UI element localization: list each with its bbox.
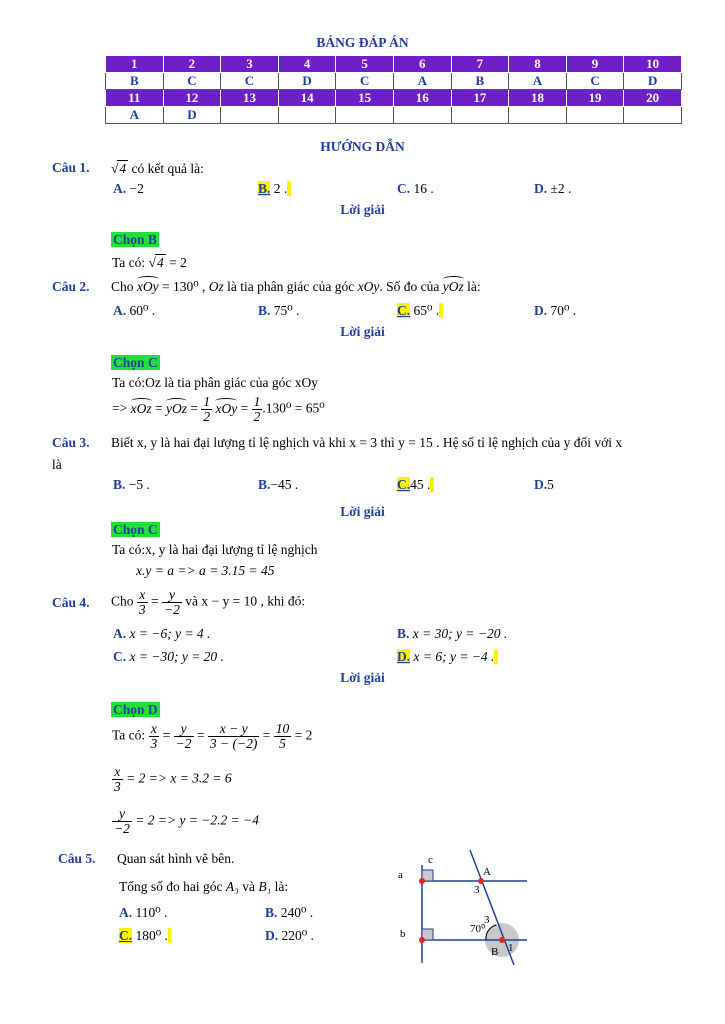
q3-option-a[interactable]: B. −5 .	[113, 477, 150, 492]
q1-option-d[interactable]: D. ±2 .	[534, 181, 572, 196]
answer-cell	[451, 107, 509, 124]
q5-option-c[interactable]: C. 180⁰ .	[119, 928, 171, 944]
answer-cell: B	[106, 73, 164, 90]
label-a: a	[398, 869, 403, 881]
answer-cell: C	[566, 73, 624, 90]
q2-label: Câu 2.	[52, 279, 90, 294]
q3-option-d[interactable]: D.5	[534, 477, 554, 492]
q1-solution: Ta có: √4 = 2	[112, 255, 187, 270]
answer-table-row	[106, 56, 682, 73]
answer-cell	[336, 107, 394, 124]
q1-text-after: có kết quả là:	[131, 161, 204, 176]
q4-chon: Chọn D	[113, 702, 158, 717]
q2-solution-line1: Ta có:Oz là tia phân giác của góc xOy	[112, 375, 318, 390]
answer-table-row	[106, 107, 682, 124]
q1-option-b[interactable]: B. 2 .	[258, 181, 291, 197]
q3-solution-line1: Ta có:x, y là hai đại lượng tỉ lệ nghịch	[112, 542, 318, 557]
q2-option-d[interactable]: D. 70⁰ .	[534, 303, 577, 318]
label-3b: 3	[484, 914, 490, 926]
question-number-cell: 20	[624, 90, 682, 107]
label-b: b	[400, 928, 406, 940]
question-number-cell: 5	[336, 56, 394, 73]
answer-cell: A	[393, 73, 451, 90]
guide-title: HƯỚNG DẪN	[320, 139, 405, 154]
q2-option-c[interactable]: C. 65⁰ .	[397, 303, 443, 319]
answer-cell	[509, 107, 567, 124]
q5-line1: Quan sát hình vẽ bên.	[117, 851, 235, 866]
question-number-cell: 3	[221, 56, 279, 73]
answer-table	[105, 55, 682, 124]
answer-cell: D	[163, 107, 221, 124]
question-number-cell: 6	[393, 56, 451, 73]
answer-cell	[566, 107, 624, 124]
q1-chon: Chọn B	[113, 232, 157, 247]
answer-cell	[278, 107, 336, 124]
q4-option-a[interactable]: A. x = −6; y = 4 .	[113, 626, 211, 641]
q4-solution-line3: $\frac{y}{-2}$ = 2 => y = −2.2 = −4	[114, 806, 260, 836]
q4-option-d[interactable]: D. x = 6; y = −4 .	[397, 649, 498, 665]
q5-figure	[390, 845, 535, 970]
answer-cell: D	[278, 73, 336, 90]
q3-line2: là	[52, 457, 62, 472]
question-number-cell: 8	[509, 56, 567, 73]
answer-table-row	[106, 90, 682, 107]
question-number-cell: 19	[566, 90, 624, 107]
q2-option-a[interactable]: A. 60⁰ .	[113, 303, 156, 318]
label-1: 1	[508, 942, 514, 954]
q4-option-b[interactable]: B. x = 30; y = −20 .	[397, 626, 508, 641]
question-number-cell: 2	[163, 56, 221, 73]
label-c: c	[428, 854, 433, 866]
answer-cell: C	[221, 73, 279, 90]
q5-option-b[interactable]: B. 240⁰ .	[265, 905, 314, 920]
q3-line1: Biết x, y là hai đại lượng tỉ lệ nghịch và khi x = 3 thì y = 15 . Hệ số tỉ lệ nghịch của y đối với x	[111, 435, 623, 450]
q1-text: √4 có kết quả là:	[111, 161, 204, 176]
q5-line2: Tổng số đo hai góc A₃ và B₁ là:	[119, 879, 289, 894]
q4-text: Cho $\frac{x}{3}$ = $\frac{y}{-2}$ và x − y = 10 , khi đó:	[111, 587, 306, 617]
q3-label: Câu 3.	[52, 435, 90, 450]
label-B: B	[491, 946, 499, 958]
q4-option-c[interactable]: C. x = −30; y = 20 .	[113, 649, 224, 664]
q3-solution-line2: x.y = a => a = 3.15 = 45	[136, 563, 275, 578]
q2-solution-line2: => xOz = yOz = $\frac{1}{2}$ xOy = $\frac{1}{2}$ .130⁰ = 65⁰	[112, 394, 325, 424]
answer-table-title: BẢNG ĐÁP ÁN	[316, 35, 409, 50]
q4-solution-line2: $\frac{x}{3}$ = 2 => x = 3.2 = 6	[114, 764, 232, 794]
q1-option-c[interactable]: C. 16 .	[397, 181, 434, 196]
point-B	[499, 937, 505, 943]
q4-label: Câu 4.	[52, 595, 90, 610]
q1-loi-giai: Lời giải	[340, 202, 385, 217]
q4-loi-giai: Lời giải	[340, 670, 385, 685]
label-3a: 3	[474, 884, 480, 896]
question-number-cell: 16	[393, 90, 451, 107]
question-number-cell: 10	[624, 56, 682, 73]
question-number-cell: 9	[566, 56, 624, 73]
q5-option-a[interactable]: A. 110⁰ .	[119, 905, 168, 920]
q3-loi-giai: Lời giải	[340, 504, 385, 519]
answer-cell: B	[451, 73, 509, 90]
answer-cell	[624, 107, 682, 124]
q1-label: Câu 1.	[52, 160, 90, 175]
q2-chon: Chọn C	[113, 355, 158, 370]
q3-option-b[interactable]: B.−45 .	[258, 477, 299, 492]
q3-chon: Chọn C	[113, 522, 158, 537]
question-number-cell: 7	[451, 56, 509, 73]
answer-table-row	[106, 73, 682, 90]
question-number-cell: 14	[278, 90, 336, 107]
answer-cell: A	[106, 107, 164, 124]
q5-option-d[interactable]: D. 220⁰ .	[265, 928, 314, 943]
answer-cell	[221, 107, 279, 124]
question-number-cell: 18	[509, 90, 567, 107]
point-ac	[419, 878, 425, 884]
answer-cell: D	[624, 73, 682, 90]
q4-solution-line1: Ta có: $\frac{x}{3}$ = $\frac{y}{-2}$ = $\frac{x - y}{3 - (-2)}$ = $\frac{10}{5}$ = 2	[112, 721, 313, 751]
question-number-cell: 17	[451, 90, 509, 107]
question-number-cell: 15	[336, 90, 394, 107]
question-number-cell: 11	[106, 90, 164, 107]
question-number-cell: 4	[278, 56, 336, 73]
q2-loi-giai: Lời giải	[340, 324, 385, 339]
q3-option-c[interactable]: C.45 .	[397, 477, 434, 493]
q1-sqrt: 4	[119, 161, 127, 176]
q1-option-a[interactable]: A. −2	[113, 181, 144, 196]
point-bc	[419, 937, 425, 943]
angle-label: 70⁰	[470, 923, 486, 935]
q5-label: Câu 5.	[58, 851, 96, 866]
answer-cell: C	[336, 73, 394, 90]
label-A: A	[483, 866, 491, 878]
question-number-cell: 13	[221, 90, 279, 107]
answer-cell: C	[163, 73, 221, 90]
question-number-cell: 12	[163, 90, 221, 107]
question-number-cell: 1	[106, 56, 164, 73]
q2-text: Cho xOy = 130⁰ , Oz là tia phân giác của góc xOy. Số đo của yOz là:	[111, 279, 481, 294]
answer-cell	[393, 107, 451, 124]
q2-option-b[interactable]: B. 75⁰ .	[258, 303, 300, 318]
answer-cell: A	[509, 73, 567, 90]
